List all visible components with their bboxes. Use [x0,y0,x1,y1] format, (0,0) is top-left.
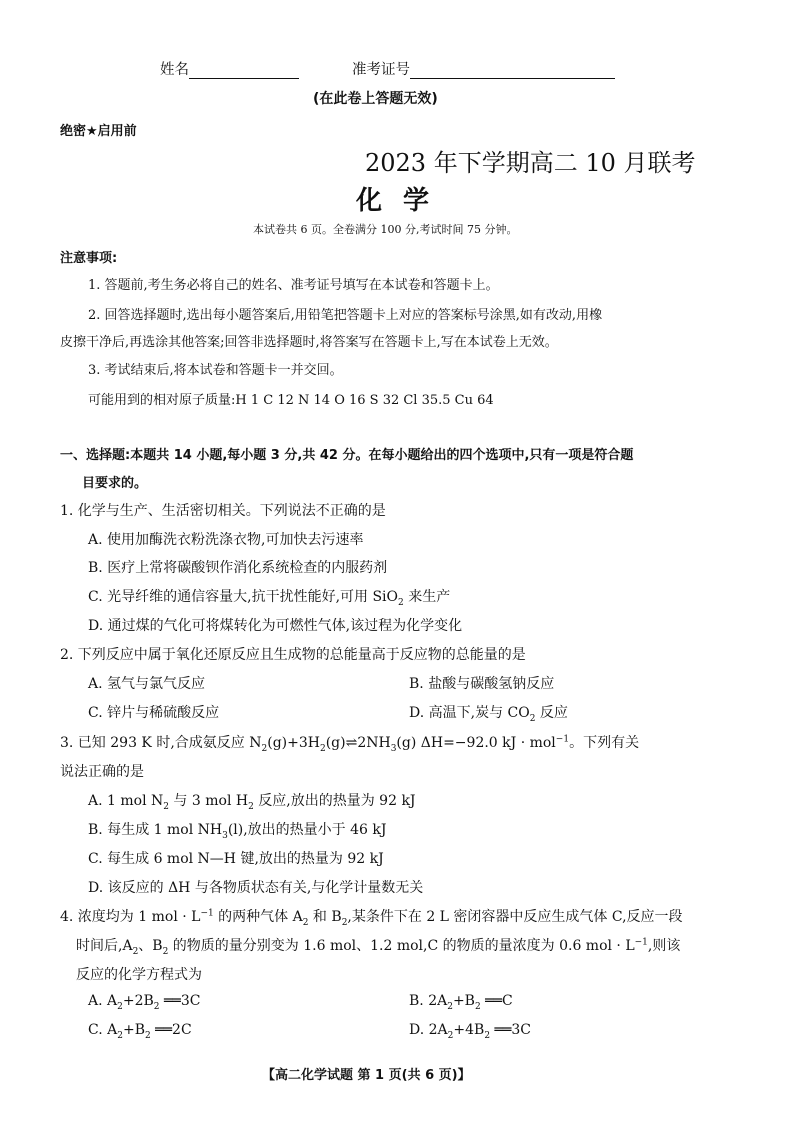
ticket-blank [410,61,615,79]
question-4-option-d: D. $2A_2+4B_2$ ══3C [409,1022,531,1041]
question-4-stem-cont: 反应的化学方程式为 [76,967,202,983]
exam-title: 2023 年下学期高二 10 月联考 [365,149,696,177]
ticket-field [352,58,615,79]
question-2-stem: 2. 下列反应中属于氧化还原反应且生成物的总能量高于反应物的总能量的是 [60,647,526,663]
notes-heading: 注意事项: [60,251,118,266]
name-blank [189,61,299,79]
question-3-stem-cont: 说法正确的是 [60,764,144,780]
question-1-stem: 1. 化学与生产、生活密切相关。下列说法不正确的是 [60,503,386,519]
exam-info: 本试卷共 6 页。全卷满分 100 分,考试时间 75 分钟。 [253,223,518,236]
question-2-option-b: B. 盐酸与碳酸氢钠反应 [409,676,555,692]
page-footer: 【高二化学试题 第 1 页(共 6 页)】 [262,1068,471,1083]
atomic-masses: 可能用到的相对原子质量:H 1 C 12 N 14 O 16 S 32 Cl 35.5 Cu 64 [88,393,494,408]
question-1-option-a: A. 使用加酶洗衣粉洗涤衣物,可加快去污速率 [88,532,364,548]
question-2-option-a: A. 氢气与氯气反应 [88,676,206,692]
subject-title: 化 学 [356,186,436,216]
question-4-stem: 4. 浓度均为 1 mol · $L^{-1}$ 的两种气体 $A_2$ 和 $B_2$,某条件下在 2 L 密闭容器中反应生成气体 C,反应一段 [60,908,683,928]
note-item: 皮擦干净后,再选涂其他答案;回答非选择题时,将答案写在答题卡上,写在本试卷上无效。 [60,335,558,350]
question-3-stem: 3. 已知 293 K 时,合成氨反应 $N_2(g)+3H_2(g)\rightleftharpoons 2NH_3(g)$ ΔH=−92.0 kJ · mol$^{-1}$。下列有关 [60,734,640,754]
question-3-option-c: C. 每生成 6 mol N—H 键,放出的热量为 92 kJ [88,851,384,867]
question-4-option-a: A. $A_2+2B_2$ ══3C [88,993,201,1012]
ticket-label: 准考证号 [352,62,410,78]
note-item: 1. 答题前,考生务必将自己的姓名、准考证号填写在本试卷和答题卡上。 [88,278,499,293]
question-3-option-d: D. 该反应的 ΔH 与各物质状态有关,与化学计量数无关 [88,880,424,896]
section-heading-cont: 目要求的。 [82,476,148,491]
question-2-option-d: D. 高温下,炭与 $CO_2$ 反应 [409,705,568,724]
question-2-option-c: C. 锌片与稀硫酸反应 [88,705,220,721]
question-4-option-c: C. $A_2+B_2$ ══2C [88,1022,192,1041]
question-3-option-b: B. 每生成 1 mol $NH_3(l)$,放出的热量小于 46 kJ [88,822,387,841]
question-1-option-b: B. 医疗上常将碳酸钡作消化系统检查的内服药剂 [88,560,388,576]
name-field [160,58,299,79]
question-1-option-d: D. 通过煤的气化可将煤转化为可燃性气体,该过程为化学变化 [88,618,463,634]
note-item: 2. 回答选择题时,选出每小题答案后,用铅笔把答题卡上对应的答案标号涂黑,如有改动,用橡 [88,308,603,323]
section-heading: 一、选择题:本题共 14 小题,每小题 3 分,共 42 分。在每小题给出的四个选项中,只有一项是符合题 [60,448,634,463]
secret-mark: 绝密★启用前 [60,124,137,139]
question-4-stem-cont: 时间后$,A_2$、$B_2$ 的物质的量分别变为 1.6 mol、1.2 mol,C 的物质的量浓度为 0.6 mol · $L^{-1}$,则该 [76,937,681,957]
question-1-option-c: C. 光导纤维的通信容量大,抗干扰性能好,可用 SiO$_2$ 来生产 [88,589,451,608]
name-label: 姓名 [160,62,189,78]
note-item: 3. 考试结束后,将本试卷和答题卡一并交回。 [88,363,343,378]
question-3-option-a: A. 1 mol $N_2$ 与 3 mol $H_2$ 反应,放出的热量为 92 kJ [88,793,416,812]
invalid-note: (在此卷上答题无效) [313,91,438,107]
question-4-option-b: B. $2A_2+B_2$ ══C [409,993,513,1012]
